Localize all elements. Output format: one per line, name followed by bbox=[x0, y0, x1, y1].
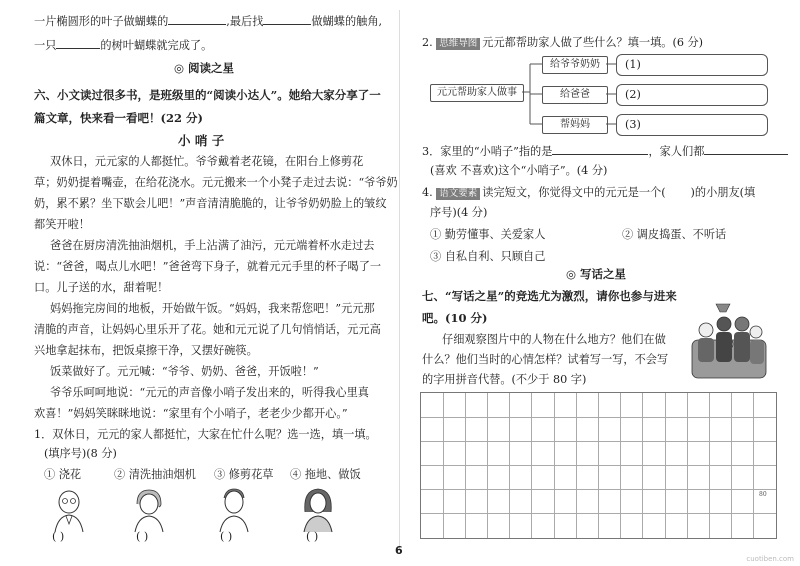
q7-line-1: 七、“写话之星”的竞选尤为激烈，请你也参与进来 bbox=[422, 289, 677, 303]
answer-paren[interactable]: ( ) bbox=[52, 530, 65, 543]
q4-text: )的小朋友(填 bbox=[690, 186, 756, 199]
fill-blank[interactable] bbox=[704, 144, 788, 155]
intro-line-2 bbox=[34, 38, 212, 53]
map-links bbox=[606, 62, 616, 132]
option-2: ② 清洗抽油烟机 bbox=[114, 468, 196, 481]
q2-tag: 思维导图 bbox=[436, 38, 480, 50]
writing-grid[interactable] bbox=[420, 392, 777, 539]
story-line: 都笑开啦！ bbox=[34, 218, 90, 231]
q7-prompt-3: 的字用拼音代替。(不少于 80 字) bbox=[422, 373, 587, 386]
fill-blank[interactable] bbox=[168, 14, 226, 25]
q2-text: 元元都帮助家人做了些什么？填一填。(6 分) bbox=[482, 36, 704, 49]
option-1: ① 浇花 bbox=[44, 468, 82, 481]
q4-option-3: ③ 自私自利、只顾自己 bbox=[430, 250, 546, 263]
intro-text: 做蝴蝶的触角 bbox=[311, 15, 379, 28]
grandma-illustration bbox=[128, 486, 170, 534]
map-item-grandparents: 给爷爷奶奶 bbox=[542, 56, 608, 74]
story-line: 爷爷乐呵呵地说：“元元的声音像小哨子发出来的，听得我心里真 bbox=[50, 386, 369, 399]
story-line: 欢喜！”妈妈笑眯眯地说：“家里有个小哨子，老老少少都开心。” bbox=[34, 407, 348, 420]
answer-paren[interactable]: ( ) bbox=[136, 530, 149, 543]
q3-text: 3．家里的“小哨子”指的是 bbox=[422, 145, 553, 158]
map-answer-3[interactable] bbox=[616, 114, 768, 136]
intro-text: 一片椭圆形的叶子做蝴蝶的 bbox=[34, 15, 169, 28]
story-line: 爸爸在厨房清洗抽油烟机，手上沾满了油污，元元端着杯水走过去 bbox=[50, 239, 375, 252]
q7-prompt-2: 什么？他们当时的心情怎样？试着写一写，不会写 bbox=[422, 353, 669, 366]
map-item-dad: 给爸爸 bbox=[542, 86, 608, 104]
map-item-mom: 帮妈妈 bbox=[542, 116, 608, 134]
map-slot-label: (1) bbox=[625, 58, 641, 71]
story-line: 双休日，元元家的人都挺忙。爷爷戴着老花镜，在阳台上修剪花 bbox=[50, 155, 364, 168]
story-line: 说：“爸爸，喝点儿水吧！”爸爸弯下身子，就着元元手里的杯子喝了一 bbox=[34, 260, 382, 273]
option-4: ④ 拖地、做饭 bbox=[290, 468, 361, 481]
map-root: 元元帮助家人做事 bbox=[430, 84, 524, 102]
q7-prompt-1: 仔细观察图片中的人物在什么地方？他们在做 bbox=[442, 333, 666, 346]
story-line: 清脆的声音，让妈妈心里乐开了花。她和元元说了几句悄悄话，元元高 bbox=[34, 323, 381, 336]
map-answer-1[interactable] bbox=[616, 54, 768, 76]
intro-text: 的树叶蝴蝶就完成了。 bbox=[100, 39, 213, 52]
q6-line-2: 篇文章，快来看一看吧！(22 分) bbox=[34, 111, 203, 125]
mom-illustration bbox=[297, 486, 339, 534]
q1-line-1: 1．双休日，元元的家人都挺忙，大家在忙什么呢？选一选，填一填。 bbox=[34, 428, 377, 441]
story-line: 兴地拿起抹布，把饭桌擦干净，又摆好碗筷。 bbox=[34, 344, 258, 357]
q4-text: 读完短文，你觉得文中的元元是一个( bbox=[482, 186, 666, 199]
answer-paren[interactable]: ( ) bbox=[220, 530, 233, 543]
question-number: 2. bbox=[422, 36, 433, 49]
q1-line-2: (填序号)(8 分) bbox=[44, 447, 117, 460]
story-line: 饭菜做好了。元元喊：“爷爷、奶奶、爸爸，开饭啦！” bbox=[50, 365, 319, 378]
q3-line-1 bbox=[422, 144, 788, 159]
page-number: 6 bbox=[395, 544, 403, 557]
watermark: cuotiben.com bbox=[746, 555, 794, 563]
section-heading-reading: ◎ 阅读之星 bbox=[174, 61, 235, 75]
story-title: 小 哨 子 bbox=[178, 133, 225, 148]
map-slot-label: (2) bbox=[625, 88, 641, 101]
answer-paren[interactable]: ( ) bbox=[306, 530, 319, 543]
map-connector bbox=[522, 58, 542, 132]
story-line: 草；奶奶提着嘴壶，在给花浇水。元元搬来一个小凳子走过去说：“爷爷奶 bbox=[34, 176, 398, 189]
q3-text: ，家人们都 bbox=[648, 145, 705, 158]
right-page bbox=[400, 0, 800, 566]
fill-blank[interactable] bbox=[552, 144, 648, 155]
fill-blank[interactable] bbox=[263, 14, 311, 25]
q7-line-2: 吧。(10 分) bbox=[422, 311, 488, 325]
question-number: 4. bbox=[422, 186, 433, 199]
map-answer-2[interactable] bbox=[616, 84, 768, 106]
q4-option-2: ② 调皮捣蛋、不听话 bbox=[622, 228, 727, 241]
q2-line bbox=[422, 36, 703, 50]
intro-text: 一只 bbox=[34, 39, 57, 52]
fill-blank[interactable] bbox=[56, 38, 100, 49]
q6-line-1: 六、小文读过很多书，是班级里的“阅读小达人”。她给大家分享了一 bbox=[34, 88, 381, 102]
intro-line-1 bbox=[34, 14, 382, 29]
map-slot-label: (3) bbox=[625, 118, 641, 131]
story-line: 妈妈拖完房间的地板，开始做午饭。“妈妈，我来帮您吧！”元元那 bbox=[50, 302, 375, 315]
option-3: ③ 修剪花草 bbox=[214, 468, 274, 481]
family-picture bbox=[686, 300, 772, 382]
q3-line-2: (喜欢 不喜欢)这个“小哨子”。(4 分) bbox=[430, 164, 608, 177]
story-line: 口。儿子送的水，甜着呢！ bbox=[34, 281, 169, 294]
q4-line-1 bbox=[422, 186, 755, 200]
intro-text: , bbox=[378, 15, 383, 28]
intro-text: ,最后找 bbox=[226, 15, 264, 28]
grandpa-illustration bbox=[48, 486, 90, 534]
grid-count-label: 80 bbox=[759, 491, 767, 498]
dad-illustration bbox=[213, 486, 255, 534]
q4-tag: 语文要素 bbox=[436, 188, 480, 200]
story-line: 奶，累不累？坐下歇会儿吧！”声音清清脆脆的，让爷爷奶奶脸上的皱纹 bbox=[34, 197, 387, 210]
section-heading-writing: ◎ 写话之星 bbox=[566, 267, 627, 281]
q4-option-1: ① 勤劳懂事、关爱家人 bbox=[430, 228, 546, 241]
q4-line-2: 序号)(4 分) bbox=[430, 206, 488, 219]
